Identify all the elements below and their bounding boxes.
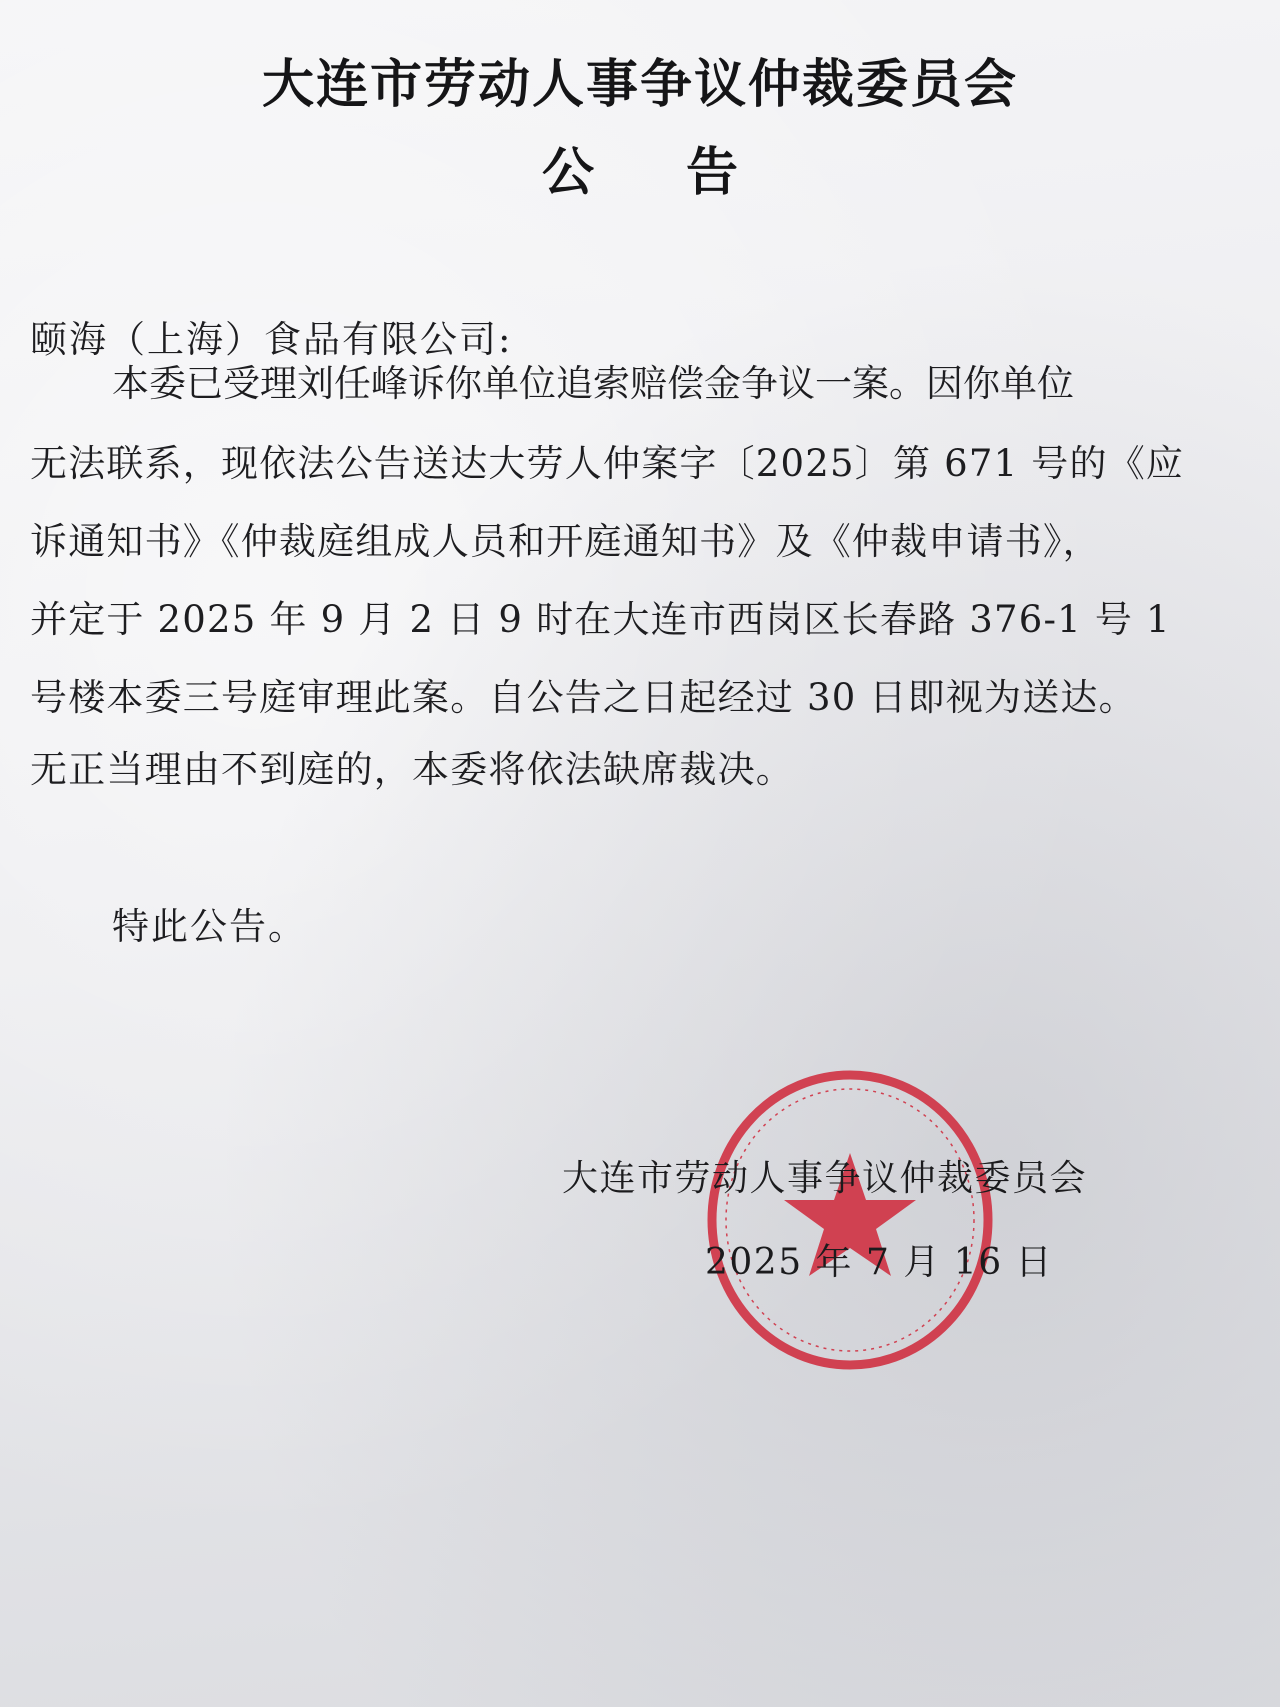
signature-date: 2025 年 7 月 16 日 xyxy=(705,1242,1054,1283)
subtitle-char-1: 公 xyxy=(541,143,594,203)
signature-organization: 大连市劳动人事争议仲裁委员会 xyxy=(562,1158,1088,1199)
subtitle-char-2: 告 xyxy=(686,143,739,203)
body-line-4: 并定于 2025 年 9 月 2 日 9 时在大连市西岗区长春路 376-1 号 1 xyxy=(30,598,1171,641)
body-line-5: 号楼本委三号庭审理此案。自公告之日起经过 30 日即视为送达。 xyxy=(30,676,1137,719)
document-title: 大连市劳动人事争议仲裁委员会 xyxy=(261,55,1018,115)
addressee: 颐海（上海）食品有限公司: xyxy=(30,318,513,361)
body-line-2: 无法联系，现依法公告送达大劳人仲案字〔2025〕第 671 号的《应 xyxy=(30,442,1185,485)
body-line-1: 本委已受理刘任峰诉你单位追索赔偿金争议一案。因你单位 xyxy=(112,362,1074,405)
document-subtitle xyxy=(0,130,1280,205)
body-line-3: 诉通知书》《仲裁庭组成人员和开庭通知书》及《仲裁申请书》， xyxy=(30,520,1101,563)
closing-text: 特此公告。 xyxy=(112,905,307,948)
body-line-6: 无正当理由不到庭的，本委将依法缺席裁决。 xyxy=(30,748,794,791)
official-seal-icon xyxy=(700,1060,1000,1380)
